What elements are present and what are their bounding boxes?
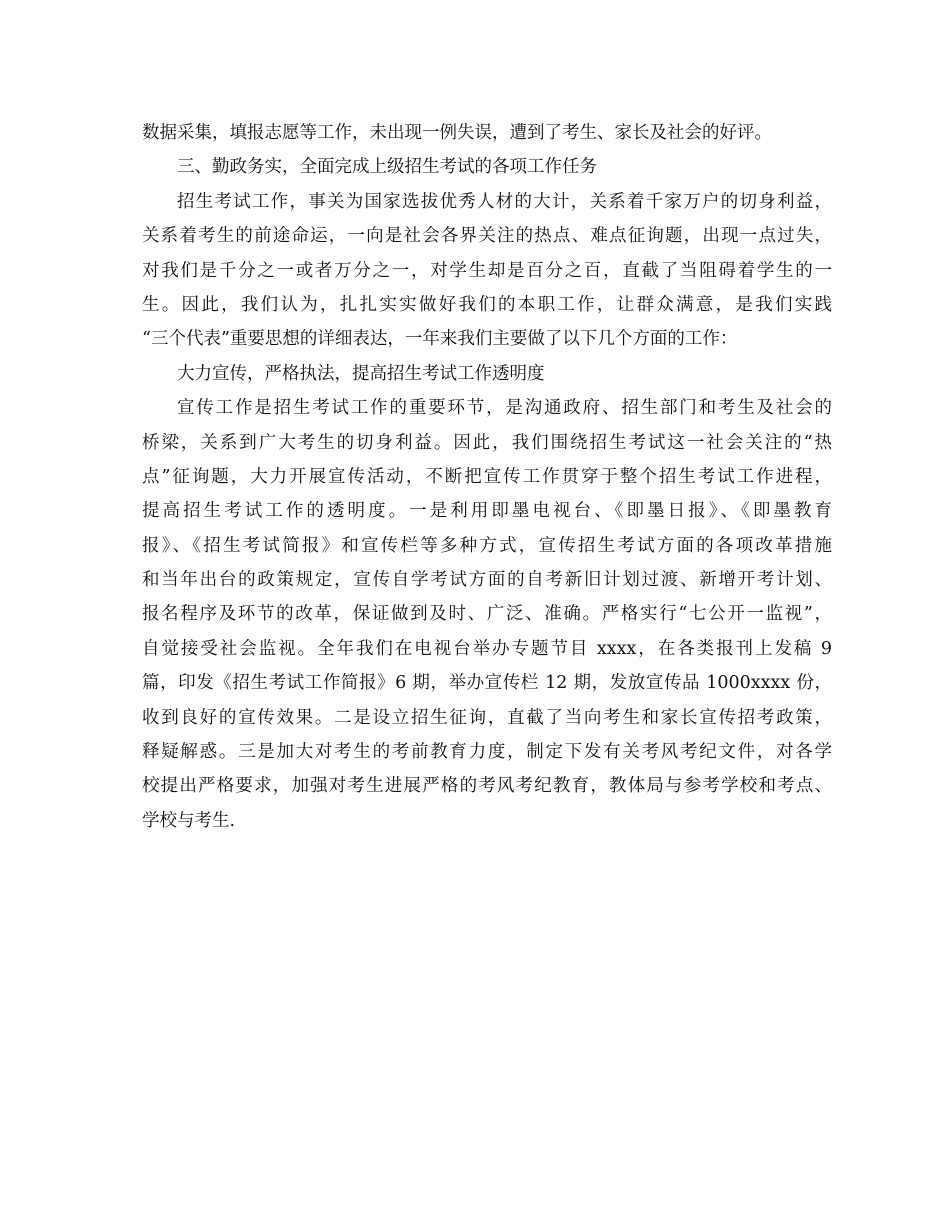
text-line: 学校与考生. [142, 810, 236, 831]
text-line: 关系着考生的前途命运，一向是社会各界关注的热点、难点征询题，出现一点过失， [142, 226, 832, 247]
text-line: 释疑解惑。三是加大对考生的考前教育力度，制定下发有关考风考纪文件，对各学 [142, 742, 832, 763]
text-line: 报》、《招生考试简报》和宣传栏等多种方式，宣传招生考试方面的各项改革措施 [142, 535, 832, 556]
text-line: 自觉接受社会监视。全年我们在电视台举办专题节目 xxxx，在各类报刊上发稿 9 [142, 638, 832, 659]
text-line: 报名程序及环节的改革，保证做到及时、广泛、准确。严格实行“七公开一监视”， [142, 604, 832, 625]
section-heading: 三、勤政务实，全面完成上级招生考试的各项工作任务 [177, 157, 597, 178]
text-line: 数据采集，填报志愿等工作，未出现一例失误，遭到了考生、家长及社会的好评。 [142, 123, 772, 143]
text-line: 对我们是千分之一或者万分之一，对学生却是百分之百，直截了当阻碍着学生的一 [142, 260, 832, 281]
text-line: 校提出严格要求，加强对考生进展严格的考风考纪教育，教体局与参考学校和考点、 [142, 776, 832, 797]
text-line: 宣传工作是招生考试工作的重要环节，是沟通政府、招生部门和考生及社会的 [177, 398, 832, 419]
document-body [142, 116, 832, 838]
text-line: 点”征询题，大力开展宣传活动，不断把宣传工作贯穿于整个招生考试工作进程， [142, 466, 832, 487]
subsection-heading: 大力宣传，严格执法，提高招生考试工作透明度 [177, 363, 545, 384]
text-line: 提高招生考试工作的透明度。一是利用即墨电视台、《即墨日报》、《即墨教育 [142, 501, 832, 522]
text-line: 和当年出台的政策规定，宣传自学考试方面的自考新旧计划过渡、新增开考计划、 [142, 570, 832, 591]
text-line: 生。因此，我们认为，扎扎实实做好我们的本职工作，让群众满意，是我们实践 [142, 294, 832, 315]
text-line: “三个代表”重要思想的详细表达，一年来我们主要做了以下几个方面的工作： [142, 329, 738, 350]
text-line: 招生考试工作，事关为国家选拔优秀人材的大计，关系着千家万户的切身利益， [177, 191, 832, 212]
text-line: 收到良好的宣传效果。二是设立招生征询，直截了当向考生和家长宣传招考政策， [142, 707, 832, 728]
text-line: 桥梁，关系到广大考生的切身利益。因此，我们围绕招生考试这一社会关注的“热 [142, 432, 832, 453]
text-line: 篇，印发《招生考试工作简报》6 期，举办宣传栏 12 期，发放宣传品 1000xxxx 份， [142, 673, 832, 694]
